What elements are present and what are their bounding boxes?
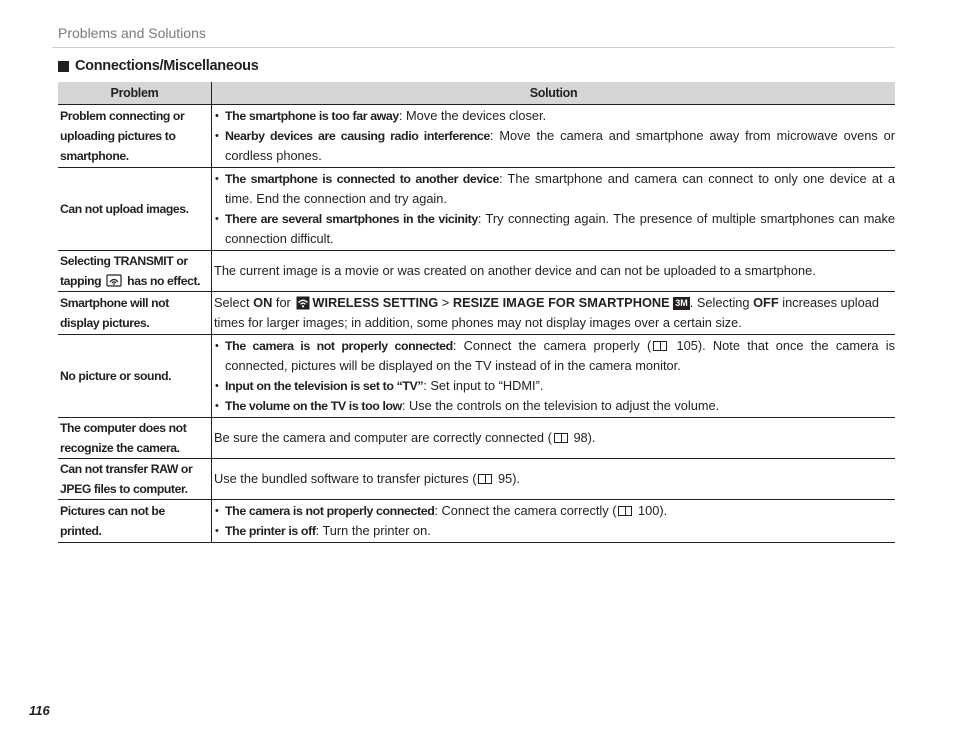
problem-cell: The computer does not recognize the camera. xyxy=(58,418,212,459)
problem-text: has no effect. xyxy=(124,274,201,288)
problem-cell: Smartphone will not display pictures. xyxy=(58,292,212,335)
page-ref: 100 xyxy=(638,503,660,518)
list-item xyxy=(214,169,895,209)
solution-text: Use the bundled software to transfer pictures ( xyxy=(214,471,477,486)
menu-item-transmit: TRANSMIT xyxy=(113,254,174,268)
remedy-text: : Connect the camera properly ( xyxy=(452,338,652,353)
remedy-text: : Connect the camera correctly ( xyxy=(434,503,617,518)
menu-wireless-setting: WIRELESS SETTING xyxy=(312,295,439,310)
solution-text: . Selecting xyxy=(689,295,754,310)
smartphone-transfer-icon xyxy=(106,274,122,288)
solution-cell: The current image is a movie or was created on another device and can not be uploaded to a smartphone. xyxy=(212,251,896,292)
image-size-icon: 3M xyxy=(675,298,688,308)
problem-cell: Pictures can not be printed. xyxy=(58,500,212,543)
table-row xyxy=(58,251,895,292)
page-reference-icon xyxy=(653,341,667,351)
list-item xyxy=(214,501,895,521)
solution-text: Be sure the camera and computer are correctly connected ( xyxy=(214,430,552,445)
problem-cell: No picture or sound. xyxy=(58,335,212,418)
solution-list xyxy=(214,106,895,166)
page-reference-icon xyxy=(618,506,632,516)
remedy-text: : The smartphone and camera can connect to only one device at a time. End the connection and try again. xyxy=(225,171,896,206)
wireless-menu-icon xyxy=(296,296,310,310)
column-header-problem: Problem xyxy=(58,82,212,105)
cause-text: The printer is off xyxy=(225,524,316,538)
cause-text: The camera is not properly connected xyxy=(225,504,435,518)
table-row xyxy=(58,335,895,418)
problem-cell xyxy=(58,251,212,292)
solution-list xyxy=(214,501,895,541)
remedy-text: : Use the controls on the television to adjust the volume. xyxy=(401,398,720,413)
table-row xyxy=(58,459,895,500)
list-item xyxy=(214,521,895,541)
section-heading xyxy=(58,58,258,74)
page-ref: 98 xyxy=(573,430,588,445)
solution-cell xyxy=(212,292,896,335)
solution-cell xyxy=(212,418,896,459)
cause-text: Nearby devices are causing radio interference xyxy=(225,129,490,143)
solution-cell xyxy=(212,459,896,500)
cause-text: The camera is not properly connected xyxy=(225,339,453,353)
solution-cell xyxy=(212,105,896,168)
cause-text: The volume on the TV is too low xyxy=(225,399,402,413)
solution-list xyxy=(214,336,895,416)
remedy-text: : Move the devices closer. xyxy=(398,108,547,123)
menu-option-off: OFF xyxy=(753,295,779,310)
menu-option-on: ON xyxy=(253,295,273,310)
solution-text: > xyxy=(438,295,453,310)
remedy-text: ). Note that once the camera is connected, pictures will be displayed on the TV instead of in the camera monitor. xyxy=(225,338,895,373)
table-row xyxy=(58,105,895,168)
cause-text: Input on the television is set to “TV” xyxy=(225,379,424,393)
problem-cell: Can not transfer RAW or JPEG files to computer. xyxy=(58,459,212,500)
solution-text: Select xyxy=(214,295,254,310)
problem-cell: Problem connecting or uploading pictures to smartphone. xyxy=(58,105,212,168)
problem-cell: Can not upload images. xyxy=(58,168,212,251)
table-header-row xyxy=(58,82,895,105)
page-reference-icon xyxy=(554,433,568,443)
troubleshooting-table xyxy=(58,82,895,543)
list-item xyxy=(214,336,895,376)
page-ref: 105 xyxy=(676,338,698,353)
list-item xyxy=(214,376,895,396)
remedy-text: ). xyxy=(659,503,668,518)
remedy-text: : Move the camera and smartphone away from microwave ovens or cordless phones. xyxy=(225,128,895,163)
table-row xyxy=(58,292,895,335)
cause-text: The smartphone is too far away xyxy=(225,109,399,123)
breadcrumb: Problems and Solutions xyxy=(58,25,206,41)
page-reference-icon xyxy=(478,474,492,484)
table-row xyxy=(58,168,895,251)
table-row xyxy=(58,500,895,543)
solution-text: for xyxy=(272,295,295,310)
remedy-text: : Turn the printer on. xyxy=(315,523,431,538)
solution-text: increases upload times for larger images; in addition, some phones may not display images over a certain size. xyxy=(214,295,879,330)
page-number: 116 xyxy=(29,703,50,718)
page-ref: 95 xyxy=(498,471,513,486)
header-divider xyxy=(52,47,895,48)
section-title: Connections/Miscellaneous xyxy=(75,58,259,74)
cause-text: There are several smartphones in the vicinity xyxy=(225,212,478,226)
list-item xyxy=(214,396,895,416)
cause-text: The smartphone is connected to another device xyxy=(225,172,499,186)
solution-cell xyxy=(212,335,896,418)
remedy-text: : Try connecting again. The presence of multiple smartphones can make connection difficult. xyxy=(225,211,895,246)
solution-text: ). xyxy=(512,471,521,486)
list-item xyxy=(214,126,895,166)
table-row xyxy=(58,418,895,459)
square-bullet-icon xyxy=(58,61,69,72)
menu-resize-image: RESIZE IMAGE FOR SMARTPHONE xyxy=(452,295,670,310)
solution-list xyxy=(214,169,895,249)
solution-cell xyxy=(212,500,896,543)
problem-text: or tapping xyxy=(60,254,188,288)
list-item xyxy=(214,106,895,126)
remedy-text: : Set input to “HDMI”. xyxy=(423,378,544,393)
solution-cell xyxy=(212,168,896,251)
column-header-solution: Solution xyxy=(212,82,896,105)
solution-text: ). xyxy=(587,430,596,445)
problem-text: Selecting xyxy=(60,254,114,268)
list-item xyxy=(214,209,895,249)
